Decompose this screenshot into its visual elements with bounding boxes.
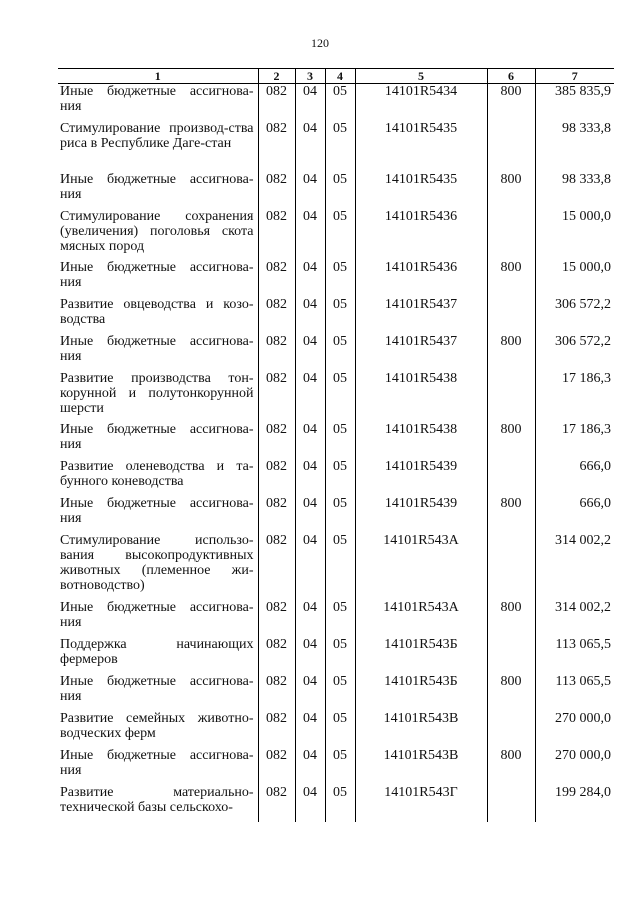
row-grbs-cell: 082 [258,785,295,822]
row-expense-type-cell [487,711,535,748]
row-target-code-cell: 14101R5437 [355,297,487,334]
row-amount-cell: 314 002,2 [535,600,614,637]
row-section-cell: 04 [295,711,325,748]
row-grbs-cell: 082 [258,172,295,209]
row-expense-type-cell: 800 [487,172,535,209]
row-expense-type-cell [487,459,535,496]
row-name-cell: Иные бюджетные ассигнова-ния [60,748,254,778]
table-row [58,422,614,459]
row-grbs-cell: 082 [258,674,295,711]
row-section-cell: 04 [295,496,325,533]
row-section-cell: 04 [295,785,325,822]
row-expense-type-cell [487,785,535,822]
row-section-cell: 04 [295,600,325,637]
row-name-cell: Иные бюджетные ассигнова-ния [60,172,254,202]
row-grbs-cell: 082 [258,496,295,533]
row-target-code-cell: 14101R543В [355,748,487,785]
budget-table [58,68,614,822]
table-row [58,84,614,122]
row-name-cell: Развитие производства тон-корунной и полутонкорунной шерсти [60,371,254,416]
row-name-cell: Иные бюджетные ассигнова-ния [60,600,254,630]
row-subsection-cell: 05 [325,711,355,748]
table-row [58,172,614,209]
column-header: 3 [295,69,325,84]
row-target-code-cell: 14101R5436 [355,260,487,297]
row-amount-cell: 385 835,9 [535,84,614,122]
row-expense-type-cell: 800 [487,600,535,637]
row-subsection-cell: 05 [325,121,355,172]
row-name-cell: Поддержка начинающих фермеров [60,637,254,667]
row-grbs-cell: 082 [258,297,295,334]
row-subsection-cell: 05 [325,600,355,637]
row-subsection-cell: 05 [325,371,355,422]
row-section-cell: 04 [295,371,325,422]
row-amount-cell: 98 333,8 [535,172,614,209]
row-subsection-cell: 05 [325,84,355,122]
row-amount-cell: 314 002,2 [535,533,614,600]
row-expense-type-cell [487,297,535,334]
row-section-cell: 04 [295,297,325,334]
row-expense-type-cell: 800 [487,84,535,122]
table-row [58,637,614,674]
row-target-code-cell: 14101R543А [355,533,487,600]
row-subsection-cell: 05 [325,334,355,371]
row-name-cell: Развитие семейных животно-водческих ферм [60,711,254,741]
row-target-code-cell: 14101R5435 [355,172,487,209]
table-row [58,785,614,822]
row-subsection-cell: 05 [325,422,355,459]
row-amount-cell: 270 000,0 [535,748,614,785]
row-subsection-cell: 05 [325,496,355,533]
row-target-code-cell: 14101R543Г [355,785,487,822]
row-section-cell: 04 [295,459,325,496]
row-amount-cell: 17 186,3 [535,371,614,422]
row-expense-type-cell: 800 [487,496,535,533]
row-grbs-cell: 082 [258,637,295,674]
row-target-code-cell: 14101R5437 [355,334,487,371]
row-subsection-cell: 05 [325,209,355,260]
table-row [58,297,614,334]
page-number: 120 [311,36,329,50]
row-amount-cell: 666,0 [535,496,614,533]
column-header: 1 [58,69,258,84]
row-section-cell: 04 [295,422,325,459]
row-amount-cell: 199 284,0 [535,785,614,822]
table-row [58,674,614,711]
row-name-cell: Иные бюджетные ассигнова-ния [60,496,254,526]
row-amount-cell: 15 000,0 [535,209,614,260]
table-row [58,533,614,600]
row-target-code-cell: 14101R543Б [355,637,487,674]
table-row [58,121,614,172]
row-expense-type-cell [487,637,535,674]
row-section-cell: 04 [295,637,325,674]
row-expense-type-cell: 800 [487,674,535,711]
row-name-cell: Развитие материально-технической базы сельскохо- [60,785,254,815]
row-grbs-cell: 082 [258,748,295,785]
row-target-code-cell: 14101R5435 [355,121,487,172]
row-expense-type-cell [487,121,535,172]
row-subsection-cell: 05 [325,459,355,496]
row-section-cell: 04 [295,121,325,172]
row-name-cell: Стимулирование использо-вания высокопродуктивных животных (племенное жи-вотноводство) [60,533,254,593]
row-name-cell: Иные бюджетные ассигнова-ния [60,334,254,364]
row-subsection-cell: 05 [325,172,355,209]
row-subsection-cell: 05 [325,748,355,785]
row-target-code-cell: 14101R5434 [355,84,487,122]
row-expense-type-cell [487,533,535,600]
row-target-code-cell: 14101R543В [355,711,487,748]
row-expense-type-cell [487,371,535,422]
column-header: 4 [325,69,355,84]
row-grbs-cell: 082 [258,260,295,297]
row-grbs-cell: 082 [258,533,295,600]
row-target-code-cell: 14101R5438 [355,371,487,422]
row-section-cell: 04 [295,748,325,785]
column-header: 7 [535,69,614,84]
row-target-code-cell: 14101R543А [355,600,487,637]
row-grbs-cell: 082 [258,371,295,422]
row-grbs-cell: 082 [258,209,295,260]
row-expense-type-cell: 800 [487,748,535,785]
row-name-cell: Развитие овцеводства и козо-водства [60,297,254,327]
row-name-cell: Иные бюджетные ассигнова-ния [60,84,254,114]
row-section-cell: 04 [295,84,325,122]
row-target-code-cell: 14101R5438 [355,422,487,459]
row-grbs-cell: 082 [258,121,295,172]
row-expense-type-cell [487,209,535,260]
row-grbs-cell: 082 [258,459,295,496]
row-name-cell: Иные бюджетные ассигнова-ния [60,260,254,290]
row-subsection-cell: 05 [325,785,355,822]
row-section-cell: 04 [295,172,325,209]
row-subsection-cell: 05 [325,533,355,600]
column-header: 5 [355,69,487,84]
row-subsection-cell: 05 [325,297,355,334]
row-target-code-cell: 14101R543Б [355,674,487,711]
row-section-cell: 04 [295,674,325,711]
row-amount-cell: 98 333,8 [535,121,614,172]
row-section-cell: 04 [295,209,325,260]
row-name-cell: Стимулирование сохранения (увеличения) поголовья скота мясных пород [60,209,254,254]
row-section-cell: 04 [295,533,325,600]
row-grbs-cell: 082 [258,422,295,459]
row-name-cell: Иные бюджетные ассигнова-ния [60,674,254,704]
row-subsection-cell: 05 [325,674,355,711]
row-subsection-cell: 05 [325,260,355,297]
table-row [58,496,614,533]
row-grbs-cell: 082 [258,600,295,637]
row-section-cell: 04 [295,334,325,371]
row-amount-cell: 15 000,0 [535,260,614,297]
row-amount-cell: 270 000,0 [535,711,614,748]
row-grbs-cell: 082 [258,711,295,748]
row-name-cell: Иные бюджетные ассигнова-ния [60,422,254,452]
column-header: 6 [487,69,535,84]
table-row [58,209,614,260]
row-amount-cell: 666,0 [535,459,614,496]
row-amount-cell: 17 186,3 [535,422,614,459]
table-row [58,260,614,297]
row-subsection-cell: 05 [325,637,355,674]
table-row [58,334,614,371]
row-amount-cell: 113 065,5 [535,637,614,674]
row-name-cell: Развитие оленеводства и та-бунного коневодства [60,459,254,489]
row-amount-cell: 113 065,5 [535,674,614,711]
row-amount-cell: 306 572,2 [535,334,614,371]
row-target-code-cell: 14101R5439 [355,496,487,533]
row-grbs-cell: 082 [258,334,295,371]
table-row [58,748,614,785]
column-header: 2 [258,69,295,84]
row-name-cell: Стимулирование производ-ства риса в Республике Даге-стан [60,121,254,151]
row-grbs-cell: 082 [258,84,295,122]
header-row [58,69,614,84]
row-expense-type-cell: 800 [487,260,535,297]
row-expense-type-cell: 800 [487,334,535,371]
row-target-code-cell: 14101R5436 [355,209,487,260]
table-row [58,459,614,496]
row-target-code-cell: 14101R5439 [355,459,487,496]
row-section-cell: 04 [295,260,325,297]
table-row [58,711,614,748]
row-amount-cell: 306 572,2 [535,297,614,334]
table-row [58,600,614,637]
table-row [58,371,614,422]
row-expense-type-cell: 800 [487,422,535,459]
